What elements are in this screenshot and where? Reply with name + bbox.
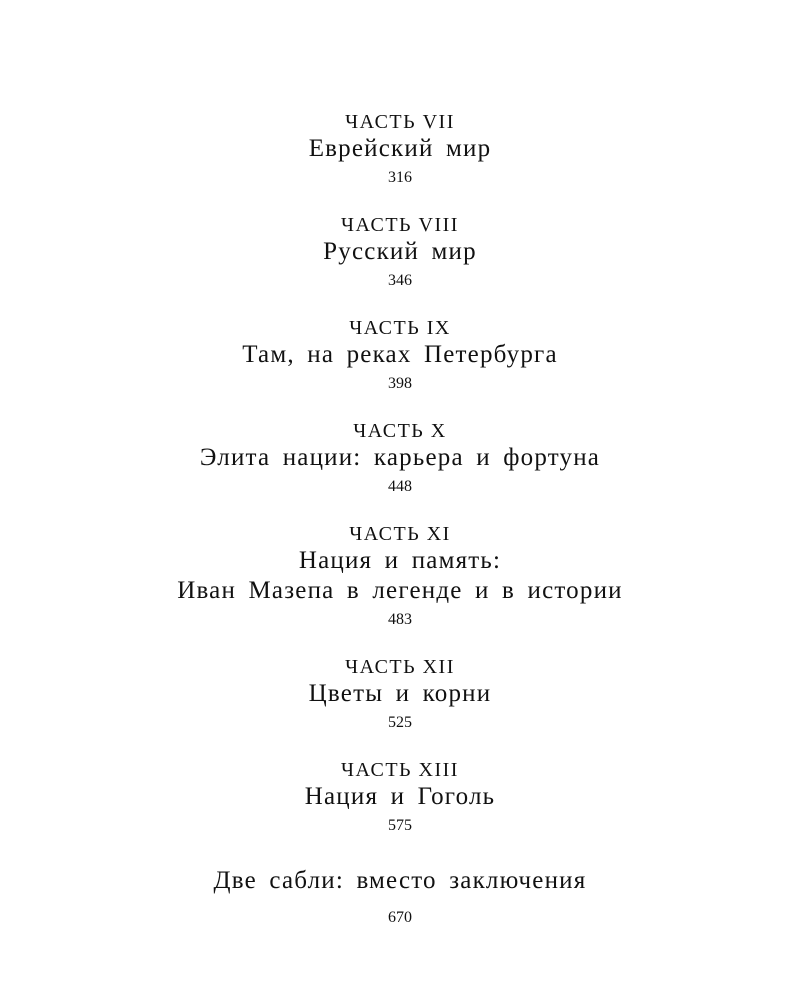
toc-entry-part-8 [0,213,800,293]
part-title: Там, на реках Петербурга [242,341,558,368]
page-number: 398 [388,375,412,392]
conclusion-title: Две сабли: вместо заключения [213,867,587,894]
toc-entry-part-11 [0,522,800,632]
toc-entry-part-10 [0,419,800,499]
part-label: ЧАСТЬ XIII [341,759,459,781]
toc-entry-part-7 [0,110,800,190]
part-title: Русский мир [323,238,477,265]
toc-entry-part-13 [0,758,800,838]
toc-entry-part-12 [0,655,800,735]
part-label: ЧАСТЬ X [353,420,447,442]
page-number: 670 [388,909,412,926]
part-label: ЧАСТЬ IX [349,317,451,339]
page-number: 448 [388,478,412,495]
page-number: 525 [388,714,412,731]
part-label: ЧАСТЬ VIII [341,214,459,236]
part-title-line-2: Иван Мазепа в легенде и в истории [177,577,623,604]
page-number: 483 [388,611,412,628]
page-number: 316 [388,169,412,186]
toc-entry-part-9 [0,316,800,396]
table-of-contents [0,110,800,930]
part-label: ЧАСТЬ VII [345,111,455,133]
page-number: 575 [388,817,412,834]
part-label: ЧАСТЬ XII [345,656,455,678]
part-title-line-1: Нация и память: [298,547,502,574]
part-label: ЧАСТЬ XI [349,523,451,545]
part-title: Элита нации: карьера и фортуна [199,444,601,471]
part-title: Еврейский мир [308,135,492,162]
part-title: Цветы и корни [308,680,492,707]
toc-entry-conclusion [0,866,800,930]
page-number: 346 [388,272,412,289]
part-title: Нация и Гоголь [304,783,496,810]
